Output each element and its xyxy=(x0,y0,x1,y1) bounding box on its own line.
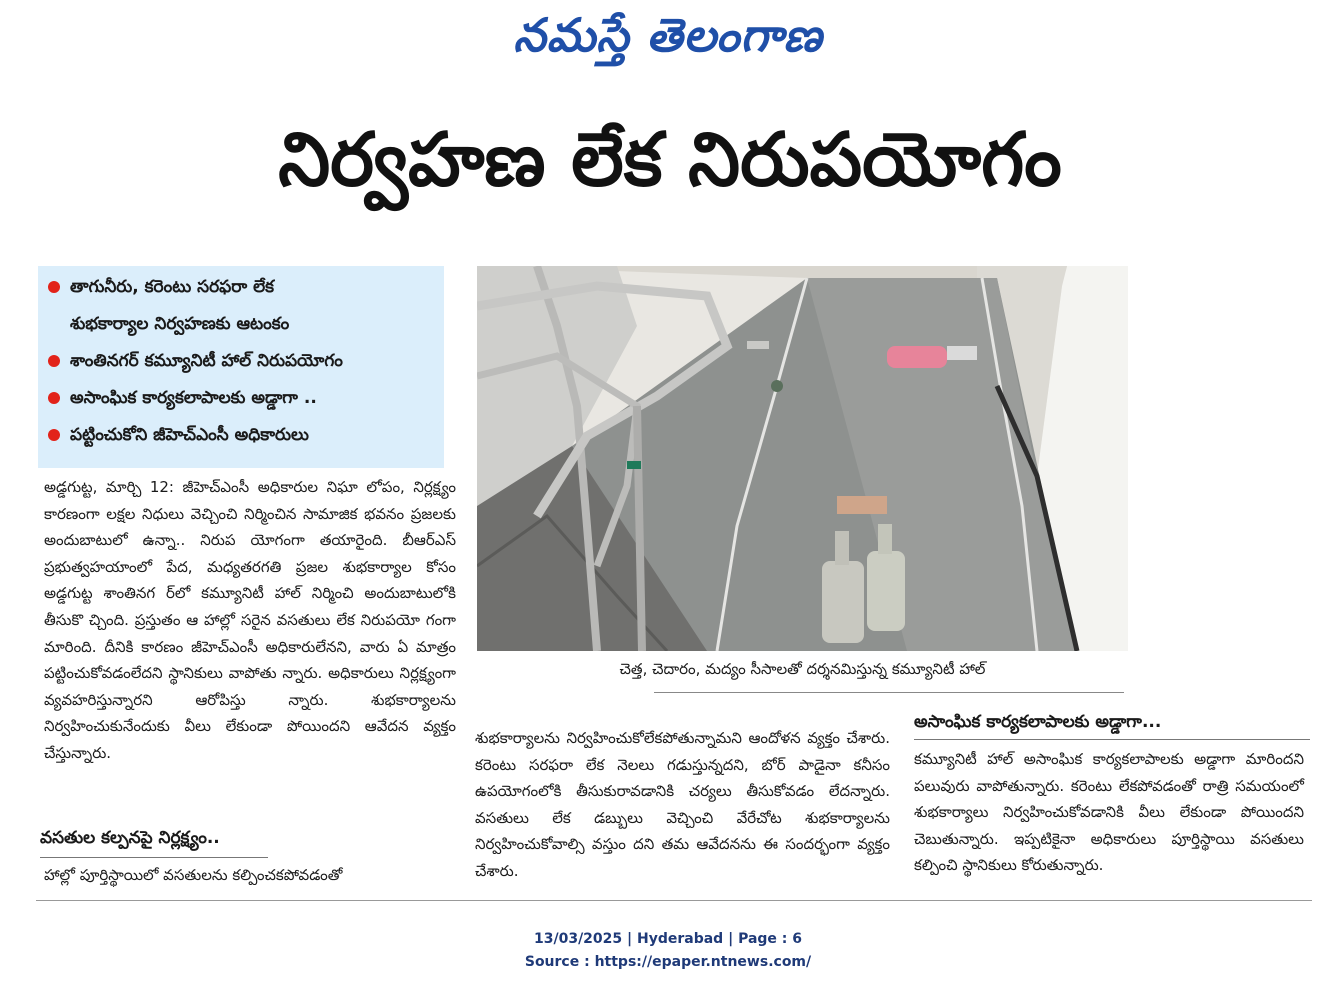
article-column-middle xyxy=(475,725,890,885)
highlight-item xyxy=(48,274,434,300)
article-column-left-tail xyxy=(44,862,456,889)
highlight-item xyxy=(48,385,434,411)
highlight-item xyxy=(48,422,434,448)
corridor-photo-illustration xyxy=(477,266,1128,651)
highlight-text: పట్టించుకోని జీహెచ్ఎంసీ అధికారులు xyxy=(70,425,309,445)
masthead-logo: నమస్తే తెలంగాణ xyxy=(513,8,823,62)
bullet-icon xyxy=(48,429,60,441)
highlight-text: తాగునీరు, కరెంటు సరఫరా లేక xyxy=(70,277,275,297)
page-divider xyxy=(36,900,1312,901)
highlight-item xyxy=(48,311,434,337)
highlights-box xyxy=(38,266,444,468)
article-paragraph: కమ్యూనిటీ హాల్ అసాంఘిక కార్యకలాపాలకు అడ్డాగా మారిందని పలువురు వాపోతున్నారు. కరెంటు లేకపోవడంతో రాత్రి సమయంలో శుభకార్యాలు నిర్వహించుకోవడానికి వీలు లేకుండా పోయిందని చెబుతున్నారు. ఇప్పటికైనా అధికారులు పూర్తిస్థాయి వసతులు కల్పించి స్థానికులు కోరుతున్నారు. xyxy=(914,750,1304,875)
subheading-divider xyxy=(914,739,1310,740)
headline: నిర్వహణ లేక నిరుపయోగం xyxy=(278,117,1062,203)
photo-caption: చెత్త, చెదారం, మద్యం సీసాలతో దర్శనమిస్తున్న కమ్యూనిటీ హాల్ xyxy=(619,660,986,678)
bullet-icon xyxy=(48,392,60,404)
article-column-left xyxy=(44,474,456,767)
article-paragraph: శుభకార్యాలను నిర్వహించుకోలేకపోతున్నామని ఆందోళన వ్యక్తం చేశారు. కరెంటు సరఫరా లేక నెలలు గడుస్తున్నదని, బోర్ పాడైనా కనీసం ఉపయోగంలోకి తీసుకురావడానికి చర్యలు తీసుకోవడం లేదన్నారు. వసతులు లేక డబ్బులు వెచ్చించి వేరేచోట శుభకార్యాలను నిర్వహించుకోవాల్సి వస్తుం దని తమ ఆవేదనను ఈ సందర్భంగా వ్యక్తం చేశారు. xyxy=(475,729,890,880)
article-paragraph: హాల్లో పూర్తిస్థాయిలో వసతులను కల్పించకపోవడంతో xyxy=(44,866,343,884)
highlight-item xyxy=(48,348,434,374)
highlight-text: శుభకార్యాల నిర్వహణకు ఆటంకం xyxy=(70,314,290,334)
highlight-text: అసాంఘిక కార్యకలాపాలకు అడ్డాగా .. xyxy=(70,388,317,408)
subheading-divider xyxy=(40,857,268,858)
bullet-spacer xyxy=(48,318,60,330)
news-photo xyxy=(477,266,1128,651)
caption-divider xyxy=(654,692,1124,693)
subheading-left: వసతుల కల్పనపై నిర్లక్ష్యం.. xyxy=(40,828,220,848)
article-paragraph: అడ్డగుట్ట, మార్చి 12: జీహెచ్ఎంసీ అధికారుల నిఘా లోపం, నిర్లక్ష్యం కారణంగా లక్షల నిధులు వెచ్చించి నిర్మించిన సామాజిక భవనం ప్రజలకు అందుబాటులో ఉన్నా.. నిరుప యోగంగా తయారైంది. బీఆర్ఎస్ ప్రభుత్వహయాంలో పేద, మధ్యతరగతి ప్రజల శుభకార్యాల కోసం అడ్డగుట్ట శాంతినగ ర్‌లో కమ్యూనిటీ హాల్ నిర్మించి అందుబాటులోకి తీసుకొ చ్చింది. ప్రస్తుతం ఆ హాల్లో సరైన వసతులు లేక నిరుపయో గంగా మారింది. దీనికి కారణం జీహెచ్ఎంసీ అధికారులేనని, వారు ఏ మాత్రం పట్టించుకోవడంలేదని స్థానికులు వాపోతు న్నారు. అధికారులు నిర్లక్ష్యంగా వ్యవహరిస్తున్నారని ఆరోపిస్తు న్నారు. శుభకార్యాలను నిర్వహించుకునేందుకు వీలు లేకుండా పోయిందని ఆవేదన వ్యక్తం చేస్తున్నారు. xyxy=(44,478,456,762)
bullet-icon xyxy=(48,355,60,367)
footer-dateline: 13/03/2025 | Hyderabad | Page : 6 xyxy=(533,931,803,947)
bullet-icon xyxy=(48,281,60,293)
subheading-right: అసాంఘిక కార్యకలాపాలకు అడ్డాగా... xyxy=(914,712,1162,732)
article-column-right xyxy=(914,746,1304,879)
footer-source-link[interactable]: Source : https://epaper.ntnews.com/ xyxy=(524,954,812,970)
highlight-text: శాంతినగర్ కమ్యూనిటీ హాల్ నిరుపయోగం xyxy=(70,351,343,371)
